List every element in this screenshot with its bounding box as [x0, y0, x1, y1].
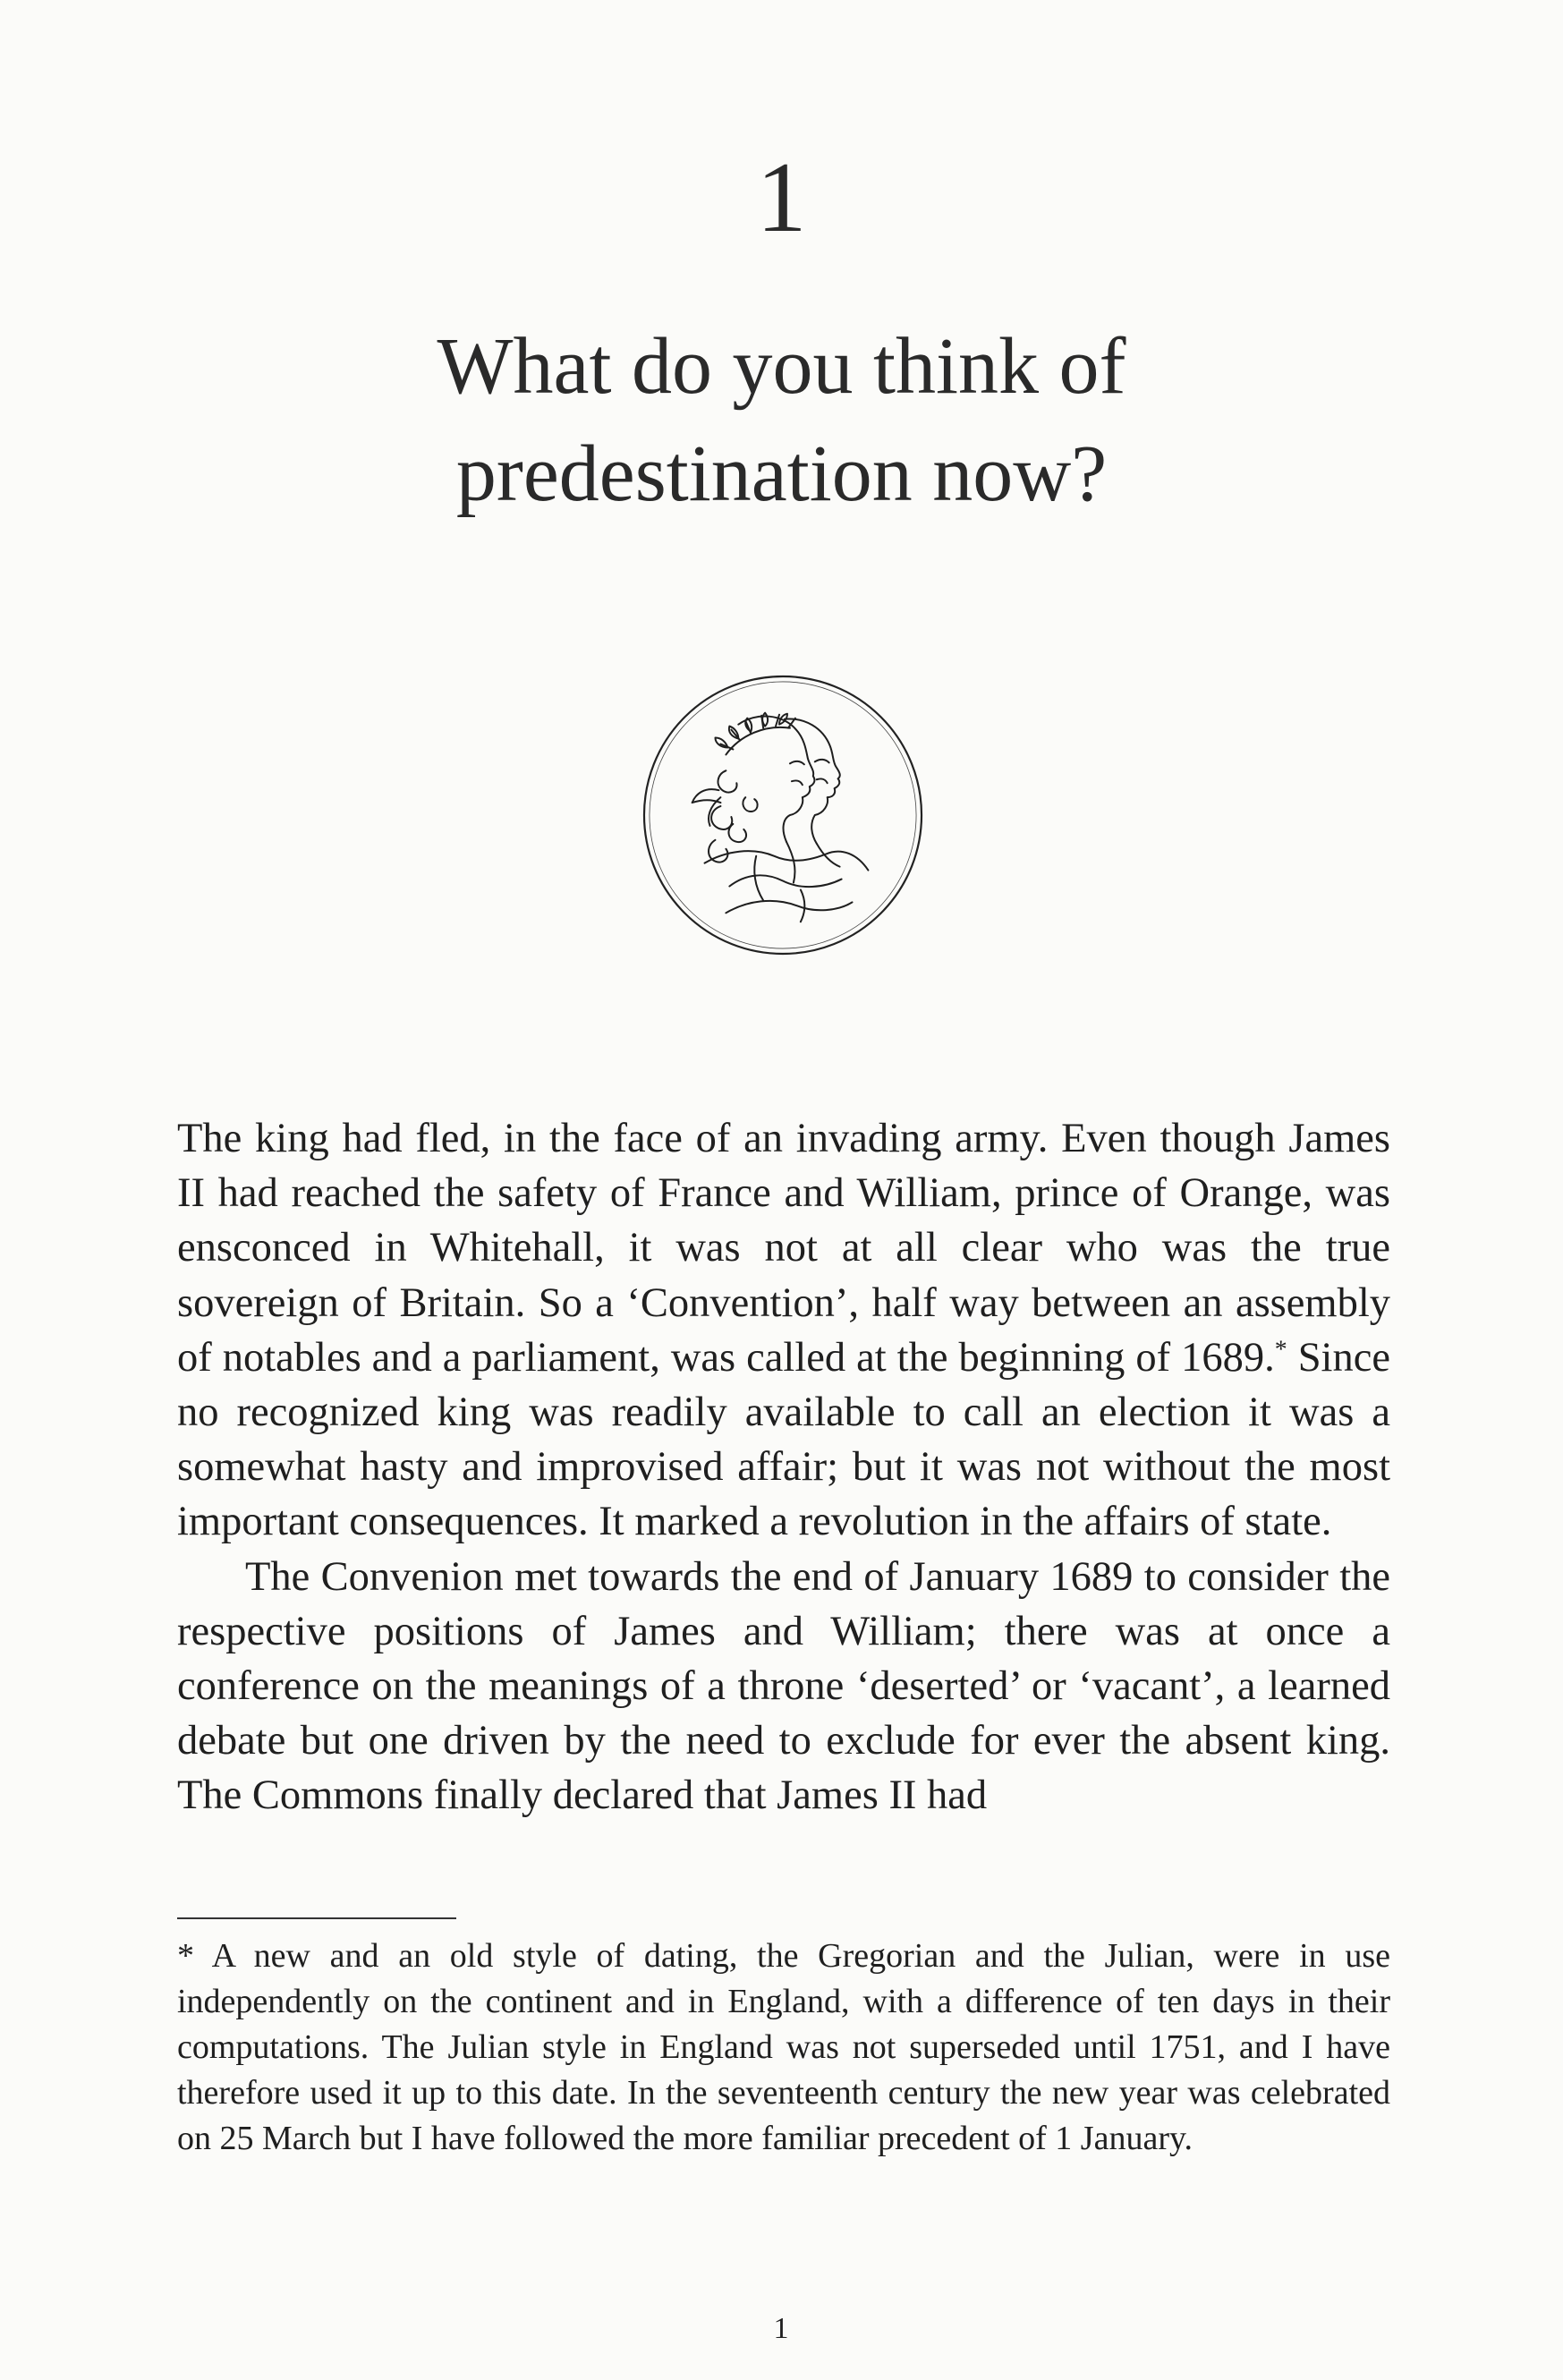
medallion-two-profile-portrait-icon	[641, 673, 925, 957]
footnote	[177, 1934, 1390, 2162]
page-number: 1	[773, 2312, 790, 2345]
paragraph-1-part-1: The king had fled, in the face of an invading army. Even though James II had reached the safety of France and William, prince of Orange, was ensconced in Whitehall, it was not at all clear who was the true sovereign of Britain. So a ‘Convention’, half way between an assembly of notables and a parliament, was called at the beginning of 1689.	[177, 1116, 1390, 1381]
paragraph-1	[177, 1111, 1390, 1550]
footnote-text: A new and an old style of dating, the Gregorian and the Julian, were in use independently on the continent and in England, with a difference of ten days in their computations. The Julian style in England was not superseded until 1751, and I have therefore used it up to this date. In the seventeenth century the new year was celebrated on 25 March but I have followed the more familiar precedent of 1 January.	[177, 1937, 1390, 2157]
chapter-title-line-2: predestination now?	[455, 429, 1108, 518]
body-text	[177, 1111, 1390, 1823]
footnote-reference: *	[1274, 1335, 1287, 1364]
chapter-number: 1	[756, 142, 807, 253]
chapter-title-line-1: What do you think of	[437, 322, 1126, 411]
footnote-divider	[177, 1917, 456, 1919]
paragraph-2: The Convenion met towards the end of January 1689 to consider the respective positions of James and William; there was at once a conference on the meanings of a throne ‘deserted’ or ‘vacant’, a learned debate but one driven by the need to exclude for ever the absent king. The Commons finally declared that James II had	[177, 1553, 1390, 1819]
footnote-mark: *	[177, 1937, 194, 1975]
chapter-title	[0, 313, 1563, 528]
paragraph-1-part-2: Since no recognized king was readily available to call an election it was a somewhat hasty and improvised affair; but it was not without the most important consequences. It marked a revolution in the affairs of state.	[177, 1334, 1391, 1545]
footnote-paragraph	[177, 1934, 1390, 2162]
